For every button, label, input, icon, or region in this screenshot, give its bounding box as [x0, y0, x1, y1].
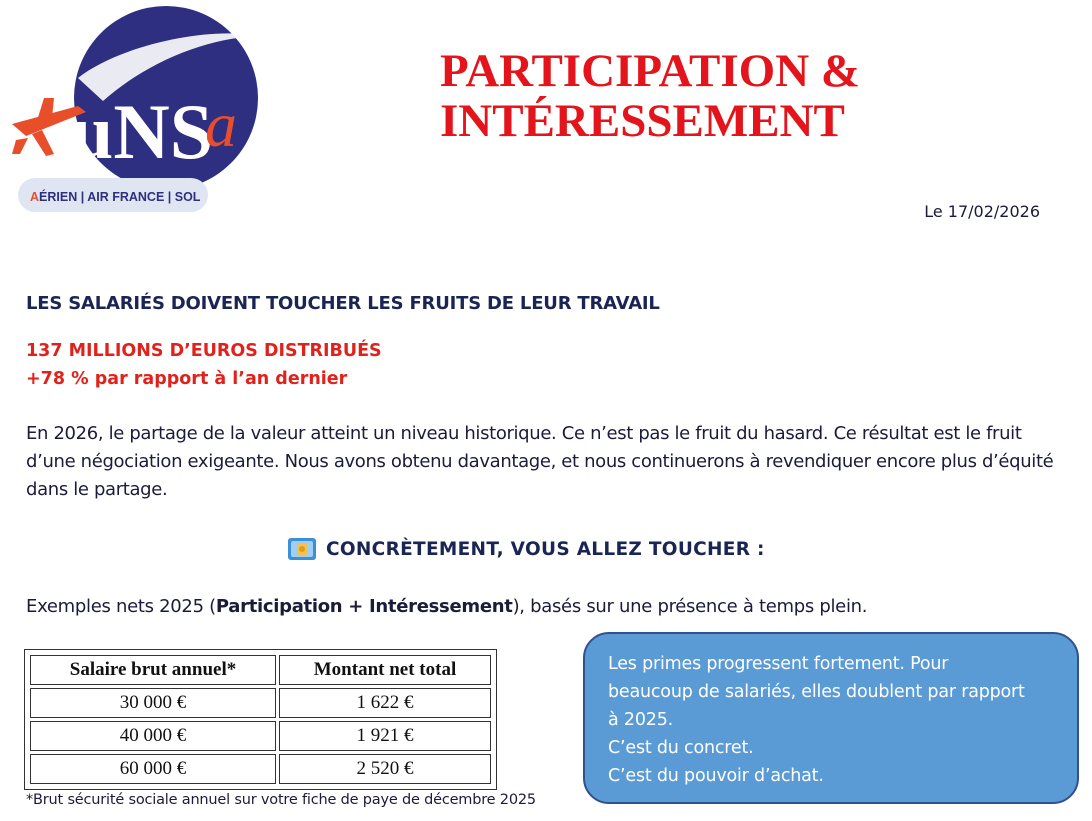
amounts-table-frame	[24, 649, 497, 790]
footnote: *Brut sécurité sociale annuel sur votre fiche de paye de décembre 2025	[26, 792, 536, 808]
callout-line: Les primes progressent fortement. Pour	[608, 654, 949, 674]
table-cell-amount: 2 520 €	[279, 754, 491, 784]
title-line-2: INTÉRESSEMENT	[440, 95, 845, 147]
logo-letters: uNS	[70, 88, 214, 175]
unsa-logo-graphic	[8, 6, 263, 216]
section-label: CONCRÈTEMENT, VOUS ALLEZ TOUCHER :	[326, 538, 765, 560]
amounts-table	[27, 652, 494, 787]
unsa-logo	[8, 6, 263, 216]
table-cell-amount: 1 622 €	[279, 688, 491, 718]
title-line-1: PARTICIPATION &	[440, 45, 861, 97]
intro-paragraph: En 2026, le partage de la valeur atteint un niveau historique. Ce n’est pas le fruit du hasard. Ce résultat est le fruit d’une négociation exigeante. Nous avons obtenu davantage, et nous continuerons à revendiquer encore plus d’équité dans le partage.	[26, 423, 1054, 500]
highlight-amount: 137 MILLIONS D’EUROS DISTRIBUÉS	[26, 341, 382, 361]
headline: LES SALARIÉS DOIVENT TOUCHER LES FRUITS DE LEUR TRAVAIL	[26, 293, 660, 314]
callout-line: C’est du concret.	[608, 738, 754, 758]
logo-accent-a: a	[205, 89, 237, 160]
page-title	[440, 46, 860, 146]
callout-line: C’est du pouvoir d’achat.	[608, 766, 824, 786]
table-row	[30, 688, 491, 718]
table-cell-salary: 60 000 €	[30, 754, 276, 784]
table-row	[30, 721, 491, 751]
logo-subtitle: AÉRIEN | AIR FRANCE | SOL	[30, 190, 201, 204]
document-date: Le 17/02/2026	[924, 202, 1040, 221]
examples-prefix: Exemples nets 2025 (	[26, 596, 216, 617]
examples-line	[26, 596, 867, 617]
column-header-salary: Salaire brut annuel*	[30, 655, 276, 685]
callout-line: à 2025.	[608, 710, 673, 730]
examples-suffix: ), basés sur une présence à temps plein.	[512, 596, 868, 617]
table-row	[30, 754, 491, 784]
highlight-growth: +78 % par rapport à l’an dernier	[26, 369, 348, 389]
examples-bold: Participation + Intéressement	[215, 596, 513, 617]
table-cell-salary: 30 000 €	[30, 688, 276, 718]
callout-line: beaucoup de salariés, elles doublent par rapport	[608, 682, 1025, 702]
column-header-amount: Montant net total	[279, 655, 491, 685]
callout-box	[583, 632, 1079, 804]
table-header-row	[30, 655, 491, 685]
section-heading	[288, 538, 765, 560]
money-card-icon	[288, 538, 316, 560]
table-cell-salary: 40 000 €	[30, 721, 276, 751]
table-cell-amount: 1 921 €	[279, 721, 491, 751]
highlights	[26, 337, 382, 393]
